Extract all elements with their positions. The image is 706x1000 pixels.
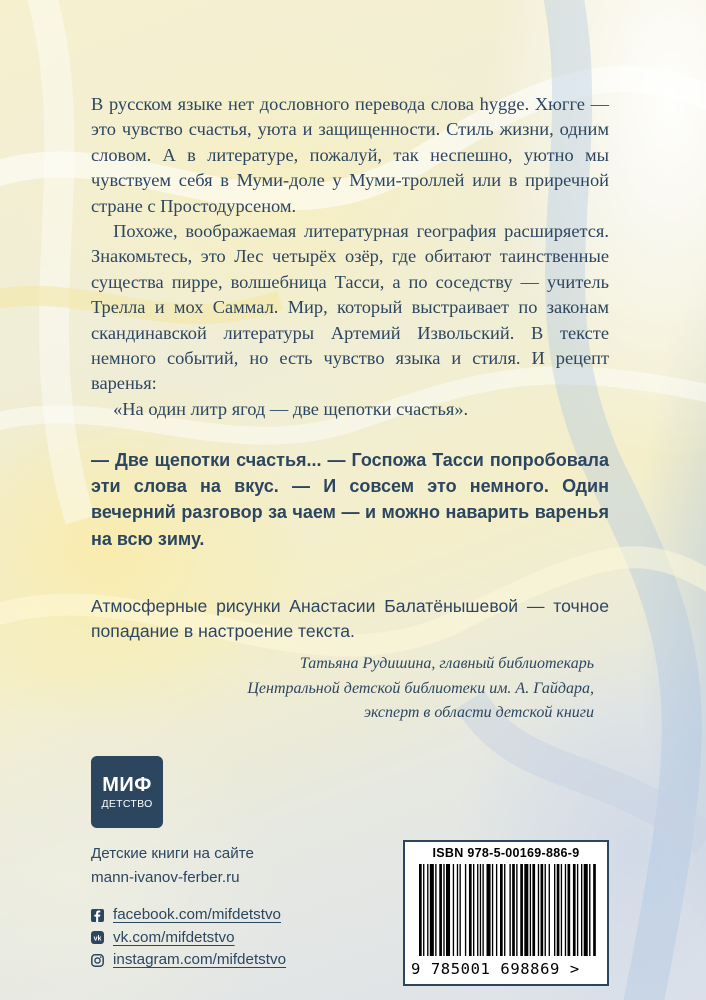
barcode-bar xyxy=(512,864,515,956)
barcode-bar xyxy=(496,864,497,956)
review-author: Татьяна Рудишина, главный библиотекарь xyxy=(299,655,594,672)
barcode-bar xyxy=(487,864,491,956)
barcode-panel xyxy=(403,840,609,986)
facebook-link[interactable]: facebook.com/mifdetstvo xyxy=(113,906,281,923)
svg-text:vk: vk xyxy=(93,935,102,943)
site-link[interactable]: mann-ivanov-ferber.ru xyxy=(91,869,240,886)
barcode-bar xyxy=(473,864,474,956)
publisher-logo xyxy=(91,756,163,828)
barcode-bar xyxy=(482,864,483,956)
barcode-bar xyxy=(581,864,582,956)
barcode-bar xyxy=(500,864,503,956)
barcode-image xyxy=(419,864,597,960)
vk-link[interactable]: vk.com/mifdetstvo xyxy=(113,928,235,946)
barcode-bar xyxy=(530,864,531,956)
barcode-bar xyxy=(577,864,578,956)
social-item-instagram[interactable] xyxy=(91,949,391,972)
site-info xyxy=(91,842,391,890)
social-item-vk[interactable] xyxy=(91,927,391,950)
isbn-number: ISBN 978-5-00169-886-9 xyxy=(432,846,580,860)
barcode-bar xyxy=(557,864,560,956)
barcode-bar xyxy=(446,864,450,956)
barcode-bar xyxy=(509,864,510,956)
barcode-bar xyxy=(457,864,458,956)
annotation-paragraph: Похоже, воображаемая литературная география расширяется. Знакомьтесь, это Лес четырёх озёр, где обитают таинственные существа пирре, волшебница Тасси, а по соседству — учитель Трелла и мох Саммал. Мир, который выстраивает по законам скандинавской литературы Артемий Извольский. В тексте немного событий, но есть чувство языка и стиля. И рецепт варенья: xyxy=(91,221,609,394)
barcode-bar xyxy=(541,864,544,956)
logo-subtitle: ДЕТСТВО xyxy=(101,798,153,810)
barcode-bar xyxy=(480,864,481,956)
barcode-bar xyxy=(568,864,571,956)
barcode-bar xyxy=(427,864,428,956)
barcode-bar xyxy=(477,864,478,956)
barcode-bar xyxy=(584,864,588,956)
review-role: эксперт в области детской книги xyxy=(363,704,594,722)
vk-icon xyxy=(91,931,104,944)
barcode-bar xyxy=(545,864,546,956)
barcode-bar xyxy=(443,864,444,956)
barcode-bar xyxy=(524,864,528,956)
recipe-quote: «На один литр ягод — две щепотки счастья». xyxy=(113,398,469,419)
barcode-bar xyxy=(532,864,535,956)
barcode-bar xyxy=(504,864,505,956)
barcode-bar xyxy=(423,864,424,956)
review-text: Атмосферные рисунки Анастасии Балатёнышевой — точное попадание в настроение текста. xyxy=(91,596,609,641)
social-links xyxy=(91,904,391,972)
review-affiliation: Центральной детской библиотеки им. А. Гайдара, xyxy=(247,679,594,697)
barcode-bar xyxy=(561,864,562,956)
barcode-bar xyxy=(549,864,550,956)
instagram-link[interactable]: instagram.com/mifdetstvo xyxy=(113,951,287,968)
barcode-bar xyxy=(419,864,422,956)
review-credits xyxy=(134,652,594,726)
barcode-bar xyxy=(589,864,590,956)
barcode-bar xyxy=(430,864,434,956)
barcode-bar xyxy=(565,864,566,956)
barcode-bar xyxy=(593,864,596,956)
annotation-paragraph: В русском языке нет дословного перевода слова hygge. Хюгге — это чувство счастья, уюта и защищенности. Стиль жизни, одним словом. А в литературе, пожалуй, так неспешно, уютно мы чувствуем себя в Муми-доле у Муми-троллей или в приречной стране с Простодурсеном. xyxy=(91,94,609,216)
barcode-digits: 9 785001 698869 > xyxy=(411,960,580,978)
barcode-bar xyxy=(435,864,436,956)
book-excerpt: — Две щепотки счастья... — Госпожа Тасси попробовала эти слова на вкус. — И совсем это немного. Один вечерний разговор за чаем — и можно наварить варенья на всю зиму. xyxy=(91,450,609,549)
barcode-bar xyxy=(554,864,555,956)
barcode-bar xyxy=(573,864,576,956)
social-item-facebook[interactable] xyxy=(91,904,391,927)
barcode-bar xyxy=(492,864,493,956)
barcode-bar xyxy=(538,864,539,956)
barcode-bar xyxy=(465,864,466,956)
barcode-bar xyxy=(439,864,442,956)
barcode-bar xyxy=(516,864,517,956)
barcode-bar xyxy=(453,864,454,956)
barcode-bar xyxy=(460,864,461,956)
annotation-text xyxy=(91,92,609,422)
facebook-icon xyxy=(91,909,104,922)
logo-title: МИФ xyxy=(102,774,152,796)
barcode-bar xyxy=(469,864,472,956)
barcode-bar xyxy=(520,864,523,956)
instagram-icon xyxy=(91,954,104,967)
site-label: Детские книги на сайте xyxy=(91,845,254,862)
